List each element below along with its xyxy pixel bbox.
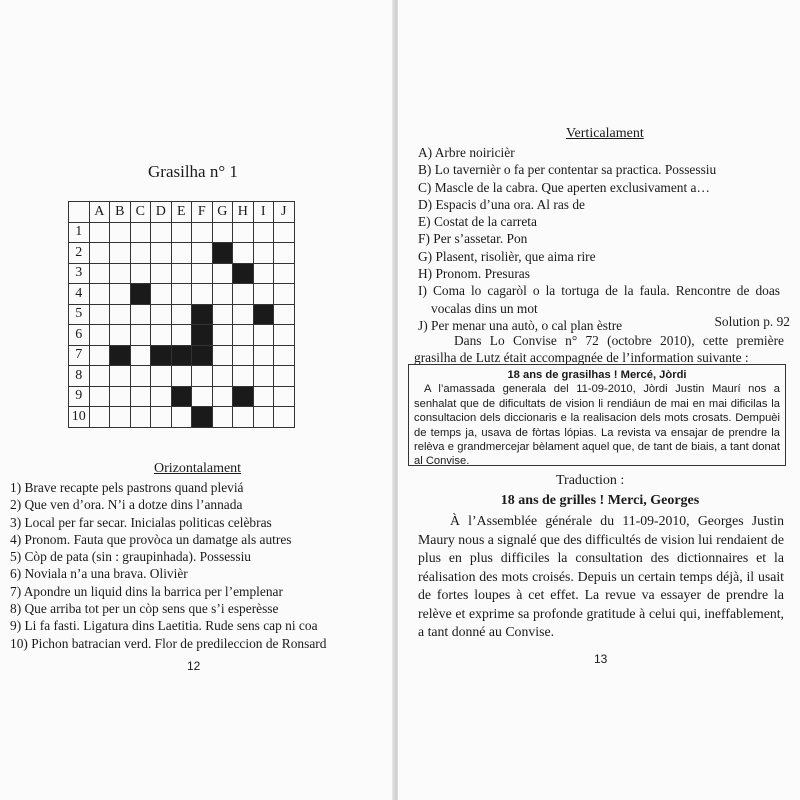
intro-text: Dans Lo Convise n° 72 (octobre 2010), cette première grasilha de Lutz était accompagnée de l’information suivante : <box>414 333 784 366</box>
grid-cell[interactable] <box>192 222 213 243</box>
grid-cell[interactable] <box>89 407 110 428</box>
row-header: 1 <box>69 222 90 243</box>
grid-cell[interactable] <box>171 407 192 428</box>
row-header: 9 <box>69 386 90 407</box>
row-header: 10 <box>69 407 90 428</box>
grid-cell-black <box>130 284 151 305</box>
grid-cell[interactable] <box>192 243 213 264</box>
grid-cell[interactable] <box>110 243 131 264</box>
grid-cell[interactable] <box>233 284 254 305</box>
grid-cell-black <box>212 243 233 264</box>
horizontal-clues-title: Orizontalament <box>154 461 242 476</box>
grid-cell[interactable] <box>110 222 131 243</box>
horizontal-clue: 2) Que ven d’ora. N’i a dotze dins l’annada <box>10 497 243 513</box>
grid-cell[interactable] <box>171 263 192 284</box>
grid-cell[interactable] <box>253 243 274 264</box>
grid-cell[interactable] <box>233 325 254 346</box>
column-header: A <box>89 202 110 223</box>
grid-cell[interactable] <box>130 243 151 264</box>
grid-cell[interactable] <box>212 284 233 305</box>
grid-cell[interactable] <box>171 325 192 346</box>
vertical-clue-continuation: vocalas dins un mot <box>431 300 538 316</box>
grid-cell-black <box>253 304 274 325</box>
vertical-clue: C) Mascle de la cabra. Que aperten exclusivament a… <box>418 179 710 195</box>
grid-corner <box>69 202 90 223</box>
grid-cell[interactable] <box>192 263 213 284</box>
horizontal-clue: 10) Pichon batracian verd. Flor de predileccion de Ronsard <box>10 635 327 651</box>
grid-cell[interactable] <box>233 243 254 264</box>
vertical-clue: H) Pronom. Presuras <box>418 266 530 282</box>
grid-cell[interactable] <box>171 366 192 387</box>
grid-cell[interactable] <box>89 263 110 284</box>
grid-cell[interactable] <box>212 325 233 346</box>
notice-text: A l’amassada generala del 11-09-2010, Jòrdi Justin Maurí nos a senhalat que de dificultats de vision li rendiáun de mai en mai dificilas la consultacion dels diccionaris e la realisacion dels mots crosats. Dempuèi de temps ja, usava de fòrtas lópias. La revista va ensajar de prendre la relèva e grandmercejar bèlament aquel que, de tant de biais, a tant donat al Convise. <box>414 383 780 468</box>
grid-cell[interactable] <box>253 222 274 243</box>
grid-cell[interactable] <box>89 386 110 407</box>
vertical-clue: G) Plasent, risolièr, que aima rire <box>418 248 596 264</box>
grid-cell[interactable] <box>253 366 274 387</box>
grid-cell[interactable] <box>253 407 274 428</box>
grid-cell[interactable] <box>212 407 233 428</box>
grid-cell[interactable] <box>110 386 131 407</box>
grid-cell-black <box>110 345 131 366</box>
grid-cell-black <box>192 407 213 428</box>
grid-cell[interactable] <box>151 366 172 387</box>
column-header: F <box>192 202 213 223</box>
column-header: H <box>233 202 254 223</box>
grid-cell[interactable] <box>151 284 172 305</box>
vertical-clue: F) Per s’assetar. Pon <box>418 231 528 247</box>
grid-cell-black <box>233 263 254 284</box>
horizontal-clue: 9) Li fa fasti. Ligatura dins Laetitia. Rude sens cap ni coa <box>10 618 318 634</box>
vertical-clue: A) Arbre noiricièr <box>418 145 515 160</box>
grid-cell[interactable] <box>192 386 213 407</box>
grid-cell[interactable] <box>274 345 295 366</box>
grid-cell[interactable] <box>171 222 192 243</box>
grid-cell[interactable] <box>274 263 295 284</box>
grid-cell[interactable] <box>171 284 192 305</box>
column-header: I <box>253 202 274 223</box>
grid-cell[interactable] <box>151 243 172 264</box>
grid-cell[interactable] <box>130 263 151 284</box>
grid-cell[interactable] <box>212 304 233 325</box>
grid-cell[interactable] <box>130 222 151 243</box>
grid-cell[interactable] <box>130 366 151 387</box>
horizontal-clue: 1) Brave recapte pels pastrons quand pleviá <box>10 480 244 495</box>
grid-cell[interactable] <box>253 325 274 346</box>
row-header: 4 <box>69 284 90 305</box>
grid-cell[interactable] <box>274 325 295 346</box>
grid-cell[interactable] <box>233 345 254 366</box>
left-page <box>0 0 394 800</box>
occitan-notice-box <box>408 364 786 466</box>
row-header: 2 <box>69 243 90 264</box>
vertical-clue: D) Espacis d’una ora. Al ras de <box>418 196 585 212</box>
column-header: D <box>151 202 172 223</box>
horizontal-clue: 4) Pronom. Fauta que provòca un damatge als autres <box>10 531 292 547</box>
grid-cell[interactable] <box>89 325 110 346</box>
grid-cell[interactable] <box>151 222 172 243</box>
grid-cell[interactable] <box>130 325 151 346</box>
column-header: C <box>130 202 151 223</box>
vertical-clue: E) Costat de la carreta <box>418 214 537 230</box>
horizontal-clue: 3) Local per far secar. Inicialas politicas celèbras <box>10 514 272 530</box>
grid-cell[interactable] <box>110 325 131 346</box>
grid-cell[interactable] <box>274 284 295 305</box>
grid-cell[interactable] <box>212 263 233 284</box>
vertical-clue: B) Lo tavernièr o fa per contentar sa practica. Possessiu <box>418 162 717 178</box>
horizontal-clue: 5) Còp de pata (sin : graupinhada). Possessiu <box>10 549 251 565</box>
grid-cell[interactable] <box>110 304 131 325</box>
grid-cell[interactable] <box>151 304 172 325</box>
grid-cell[interactable] <box>130 407 151 428</box>
grid-cell[interactable] <box>274 243 295 264</box>
grid-cell[interactable] <box>171 304 192 325</box>
vertical-clue: J) Per menar una autò, o cal plan èstre <box>418 317 623 333</box>
column-header: J <box>274 202 295 223</box>
grid-cell-black <box>151 345 172 366</box>
translation-heading: 18 ans de grilles ! Merci, Georges <box>500 493 700 508</box>
grid-cell-black <box>192 304 213 325</box>
horizontal-clue: 6) Noviala n’a una brava. Olivièr <box>10 566 188 582</box>
grid-cell[interactable] <box>151 386 172 407</box>
grid-cell[interactable] <box>130 304 151 325</box>
row-header: 3 <box>69 263 90 284</box>
grid-cell[interactable] <box>233 304 254 325</box>
grid-cell[interactable] <box>89 243 110 264</box>
grid-cell[interactable] <box>233 222 254 243</box>
grid-cell[interactable] <box>89 345 110 366</box>
grid-cell[interactable] <box>110 407 131 428</box>
grid-cell[interactable] <box>274 386 295 407</box>
grid-cell[interactable] <box>212 345 233 366</box>
crossword-grid <box>68 201 295 428</box>
page-number-left: 12 <box>187 659 201 673</box>
grid-cell[interactable] <box>253 386 274 407</box>
grid-cell[interactable] <box>110 366 131 387</box>
grid-cell[interactable] <box>253 345 274 366</box>
row-header: 6 <box>69 325 90 346</box>
grid-cell[interactable] <box>233 366 254 387</box>
translation-text: À l’Assemblée générale du 11-09-2010, Georges Justin Maury nous a signalé que des difficultés de vision lui rendaient de plus en plus difficiles la consultation des dictionnaires et la réalisation des mots croisés. Depuis un certain temps déjà, il usait de fortes loupes à cet effet. La revue va essayer de prendre la relève et exprime sa profonde gratitude à celui qui, ineffablement, a tant donné au Convise. <box>418 513 784 639</box>
grid-cell[interactable] <box>130 386 151 407</box>
grid-cell[interactable] <box>130 345 151 366</box>
horizontal-clue: 7) Apondre un liquid dins la barrica per l’emplenar <box>10 583 283 599</box>
grid-cell-black <box>192 325 213 346</box>
grid-cell[interactable] <box>192 366 213 387</box>
grid-cell[interactable] <box>89 284 110 305</box>
grid-cell[interactable] <box>274 407 295 428</box>
intro-paragraph <box>414 332 784 367</box>
vertical-clues-list <box>418 144 780 334</box>
grid-cell[interactable] <box>274 304 295 325</box>
grid-cell[interactable] <box>89 304 110 325</box>
grid-cell[interactable] <box>110 263 131 284</box>
grid-cell-black <box>171 386 192 407</box>
grid-cell[interactable] <box>89 366 110 387</box>
grid-cell[interactable] <box>151 325 172 346</box>
grid-cell[interactable] <box>274 222 295 243</box>
column-header: G <box>212 202 233 223</box>
grid-cell[interactable] <box>233 407 254 428</box>
page-number-right: 13 <box>594 652 608 666</box>
grid-cell-black <box>233 386 254 407</box>
column-header: B <box>110 202 131 223</box>
grid-title: Grasilha n° 1 <box>148 162 238 181</box>
notice-title: 18 ans de grasilhas ! Mercé, Jòrdi <box>507 369 687 381</box>
grid-cell[interactable] <box>253 263 274 284</box>
grid-cell[interactable] <box>212 222 233 243</box>
row-header: 7 <box>69 345 90 366</box>
grid-cell[interactable] <box>171 243 192 264</box>
horizontal-clue: 8) Que arriba tot per un còp sens que s’i esperèsse <box>10 601 279 617</box>
grid-cell-black <box>171 345 192 366</box>
grid-cell[interactable] <box>89 222 110 243</box>
row-header: 5 <box>69 304 90 325</box>
grid-cell[interactable] <box>212 366 233 387</box>
grid-cell[interactable] <box>151 263 172 284</box>
grid-cell-black <box>192 345 213 366</box>
grid-cell[interactable] <box>110 284 131 305</box>
row-header: 8 <box>69 366 90 387</box>
grid-cell[interactable] <box>253 284 274 305</box>
column-header: E <box>171 202 192 223</box>
grid-cell[interactable] <box>274 366 295 387</box>
solution-reference: Solution p. 92 <box>714 314 790 329</box>
translation-label: Traduction : <box>556 473 625 488</box>
grid-cell[interactable] <box>151 407 172 428</box>
vertical-clues-title: Verticalament <box>566 126 644 141</box>
grid-cell[interactable] <box>212 386 233 407</box>
vertical-clue: I) Coma lo cagaròl o la tortuga de la faula. Rencontre de doas <box>418 283 780 299</box>
grid-cell[interactable] <box>192 284 213 305</box>
